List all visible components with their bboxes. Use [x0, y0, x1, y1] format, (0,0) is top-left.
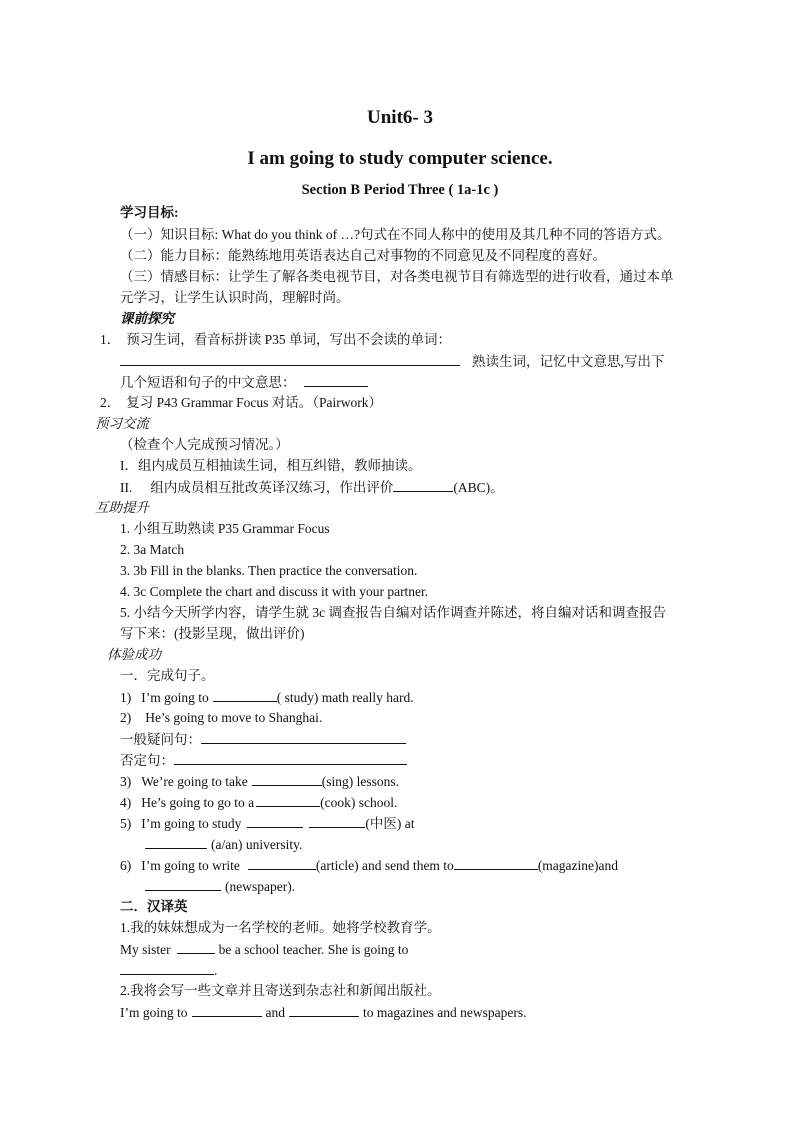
- unknown-words-blank[interactable]: [120, 352, 460, 366]
- sentence-text: My sister: [120, 942, 171, 957]
- preclass-heading: 课前探究: [120, 311, 174, 326]
- objectives-heading: 学习目标:: [120, 205, 179, 220]
- step-number: II.: [120, 480, 133, 495]
- answer-blank[interactable]: [252, 772, 322, 786]
- question-text: (newspaper).: [225, 879, 296, 894]
- translation-2-zh: 2.我将会写一些文章并且寄送到杂志社和新闻出版社。: [120, 983, 441, 998]
- question-number: 6): [120, 858, 132, 873]
- phrases-blank[interactable]: [304, 373, 368, 387]
- answer-blank[interactable]: [201, 730, 406, 744]
- question-6-cont: [145, 877, 295, 896]
- item-text: 熟读生词，记忆中文意思,写出下: [472, 354, 665, 369]
- objective-ability: （二）能力目标：能熟练地用英语表达自己对事物的不同意见及不同程度的喜好。: [120, 248, 606, 263]
- translation-1-zh: 1.我的妹妹想成为一名学校的老师。她将学校教育学。: [120, 920, 441, 935]
- question-text: (magazine)and: [537, 858, 619, 873]
- exchange-step1: I．组内成员互相抽读生词，相互纠错，教师抽读。: [120, 458, 422, 473]
- question-2: [120, 709, 322, 727]
- question-number: 4): [120, 795, 132, 810]
- question-text: ( study) math really hard.: [276, 690, 414, 705]
- exchange-step2: [120, 478, 504, 497]
- question-2-negative: [120, 751, 407, 770]
- exchange-heading: 预习交流: [95, 416, 149, 431]
- answer-blank[interactable]: [248, 856, 316, 870]
- answer-blank[interactable]: [192, 1003, 262, 1017]
- section-title: Section B Period Three ( 1a-1c ): [301, 182, 499, 198]
- mutual-heading: 互助提升: [95, 500, 149, 515]
- practice-heading: 体验成功: [107, 647, 161, 662]
- question-6: [120, 856, 618, 875]
- unit-title: Unit6- 3: [367, 107, 433, 128]
- item-text: 预习生词，看音标拼读 P35 单词，写出不会读的单词：: [126, 332, 452, 347]
- answer-blank[interactable]: [256, 793, 320, 807]
- sentence-text: I’m going to: [120, 1005, 188, 1020]
- evaluation-blank[interactable]: [393, 478, 453, 492]
- question-number: 2): [120, 710, 132, 725]
- sentence-text: to magazines and newspapers.: [363, 1005, 527, 1020]
- translation-1-cont: [120, 961, 217, 980]
- item-number: 1．: [100, 332, 121, 347]
- item-text: 复习 P43 Grammar Focus 对话。（Pairwork）: [126, 395, 382, 410]
- preclass-item1: [100, 331, 451, 349]
- answer-blank[interactable]: [213, 688, 277, 702]
- answer-blank[interactable]: [120, 961, 214, 975]
- answer-blank[interactable]: [247, 814, 303, 828]
- question-3: [120, 772, 399, 791]
- question-number: 3): [120, 774, 132, 789]
- question-4: [120, 793, 397, 812]
- answer-blank[interactable]: [174, 751, 407, 765]
- question-text: I’m going to study: [141, 816, 242, 831]
- part2-heading: 二．汉译英: [120, 899, 188, 914]
- translation-2-en: [120, 1003, 526, 1022]
- question-text: He’s going to move to Shanghai.: [145, 710, 323, 725]
- question-text: I’m going to write: [141, 858, 240, 873]
- answer-blank[interactable]: [309, 814, 365, 828]
- sentence-text: and: [265, 1005, 285, 1020]
- answer-blank[interactable]: [177, 940, 215, 954]
- mutual-item5-line1: 5. 小结今天所学内容，请学生就 3c 调查报告自编对话作调查并陈述，将自编对话和调查报告: [120, 605, 666, 620]
- question-text: (中医) at: [365, 816, 415, 831]
- question-text: (sing) lessons.: [321, 774, 399, 789]
- question-text: (a/an) university.: [211, 837, 303, 852]
- question-5: [120, 814, 414, 833]
- item-text: 几个短语和句子的中文意思：: [120, 375, 296, 390]
- question-text: 否定句：: [120, 753, 174, 768]
- preclass-item2: [100, 394, 382, 412]
- mutual-item: 4. 3c Complete the chart and discuss it with your partner.: [120, 584, 429, 599]
- answer-blank[interactable]: [145, 835, 207, 849]
- preclass-item1-line2: [120, 352, 664, 371]
- question-text: He’s going to go to a: [141, 795, 255, 810]
- sentence-text: be a school teacher. She is going to: [218, 942, 409, 957]
- question-text: We’re going to take: [141, 774, 248, 789]
- sentence-end: .: [214, 963, 218, 978]
- question-5-cont: [145, 835, 302, 854]
- answer-blank[interactable]: [145, 877, 221, 891]
- step-tail: (ABC)。: [453, 480, 504, 495]
- mutual-item: 3. 3b Fill in the blanks. Then practice the conversation.: [120, 563, 418, 578]
- answer-blank[interactable]: [289, 1003, 359, 1017]
- objective-emotion-line1: （三）情感目标：让学生了解各类电视节目，对各类电视节目有筛选型的进行收看，通过本单: [120, 269, 674, 284]
- objective-emotion-line2: 元学习，让学生认识时尚，理解时尚。: [120, 290, 350, 305]
- step-text: 组内成员相互批改英译汉练习，作出评价: [150, 480, 394, 495]
- translation-1-en: [120, 940, 408, 959]
- question-text: (cook) school.: [320, 795, 398, 810]
- mutual-item: 2. 3a Match: [120, 542, 185, 557]
- part1-heading: 一．完成句子。: [120, 668, 215, 683]
- item-number: 2．: [100, 395, 121, 410]
- question-text: I’m going to: [141, 690, 209, 705]
- answer-blank[interactable]: [454, 856, 538, 870]
- mutual-item5-line2: 写下来：(投影呈现，做出评价): [120, 626, 305, 641]
- preclass-item1-line3: [120, 373, 368, 392]
- question-text: (article) and send them to: [315, 858, 454, 873]
- question-1: [120, 688, 414, 707]
- mutual-item: 1. 小组互助熟读 P35 Grammar Focus: [120, 521, 330, 536]
- question-number: 5): [120, 816, 132, 831]
- question-text: 一般疑问句：: [120, 732, 201, 747]
- lesson-title: I am going to study computer science.: [247, 148, 553, 169]
- question-2-yesno: [120, 730, 406, 749]
- question-number: 1): [120, 690, 132, 705]
- objective-knowledge: （一）知识目标: What do you think of …?句式在不同人称中的使用及其几种不同的答语方式。: [120, 227, 671, 242]
- exchange-check: （检查个人完成预习情况。）: [120, 437, 289, 452]
